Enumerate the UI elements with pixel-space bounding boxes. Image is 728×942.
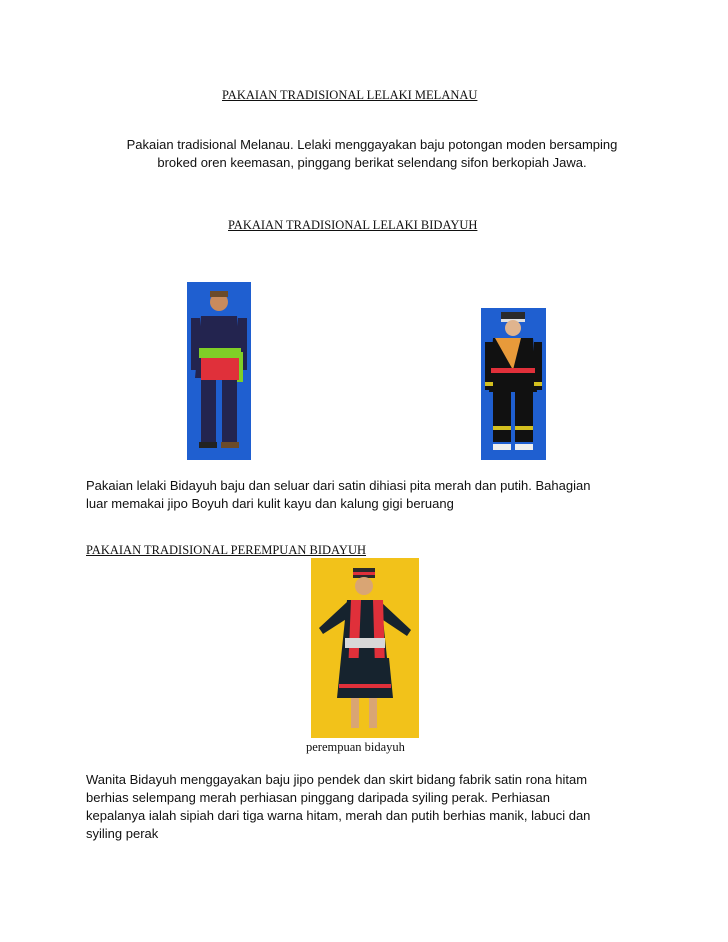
melanau-line-1: Pakaian tradisional Melanau. Lelaki menggayakan baju potongan moden bersamping (126, 137, 618, 152)
bidayuh-female-caption: perempuan bidayuh (306, 740, 405, 754)
melanau-heading: PAKAIAN TRADISIONAL LELAKI MELANAU (222, 88, 478, 102)
bidayuh-female-line-2: berhias selempang merah perhiasan pinggang daripada syiling perak. Perhiasan (86, 790, 550, 805)
bidayuh-female-heading: PAKAIAN TRADISIONAL PEREMPUAN BIDAYUH (86, 543, 367, 557)
bidayuh-female-line-3: kepalanya ialah sipiah dari tiga warna hitam, merah dan putih berhias manik, labuci dan (86, 808, 591, 823)
bidayuh-male-photo-1 (187, 282, 251, 460)
bidayuh-male-photo-2 (481, 308, 546, 460)
bidayuh-male-heading: PAKAIAN TRADISIONAL LELAKI BIDAYUH (228, 218, 478, 232)
bidayuh-male-line-2: luar memakai jipo Boyuh dari kulit kayu dan kalung gigi beruang (86, 496, 454, 511)
bidayuh-female-description (86, 771, 686, 843)
bidayuh-male-description (86, 477, 686, 513)
bidayuh-female-line-1: Wanita Bidayuh menggayakan baju jipo pendek dan skirt bidang fabrik satin rona hitam (86, 772, 588, 787)
bidayuh-female-line-4: syiling perak (86, 826, 159, 841)
bidayuh-female-photo (311, 558, 419, 738)
bidayuh-male-line-1: Pakaian lelaki Bidayuh baju dan seluar dari satin dihiasi pita merah dan putih. Bahagian (86, 478, 591, 493)
melanau-description (86, 136, 658, 172)
melanau-line-2: broked oren keemasan, pinggang berikat selendang sifon berkopiah Jawa. (157, 155, 587, 170)
